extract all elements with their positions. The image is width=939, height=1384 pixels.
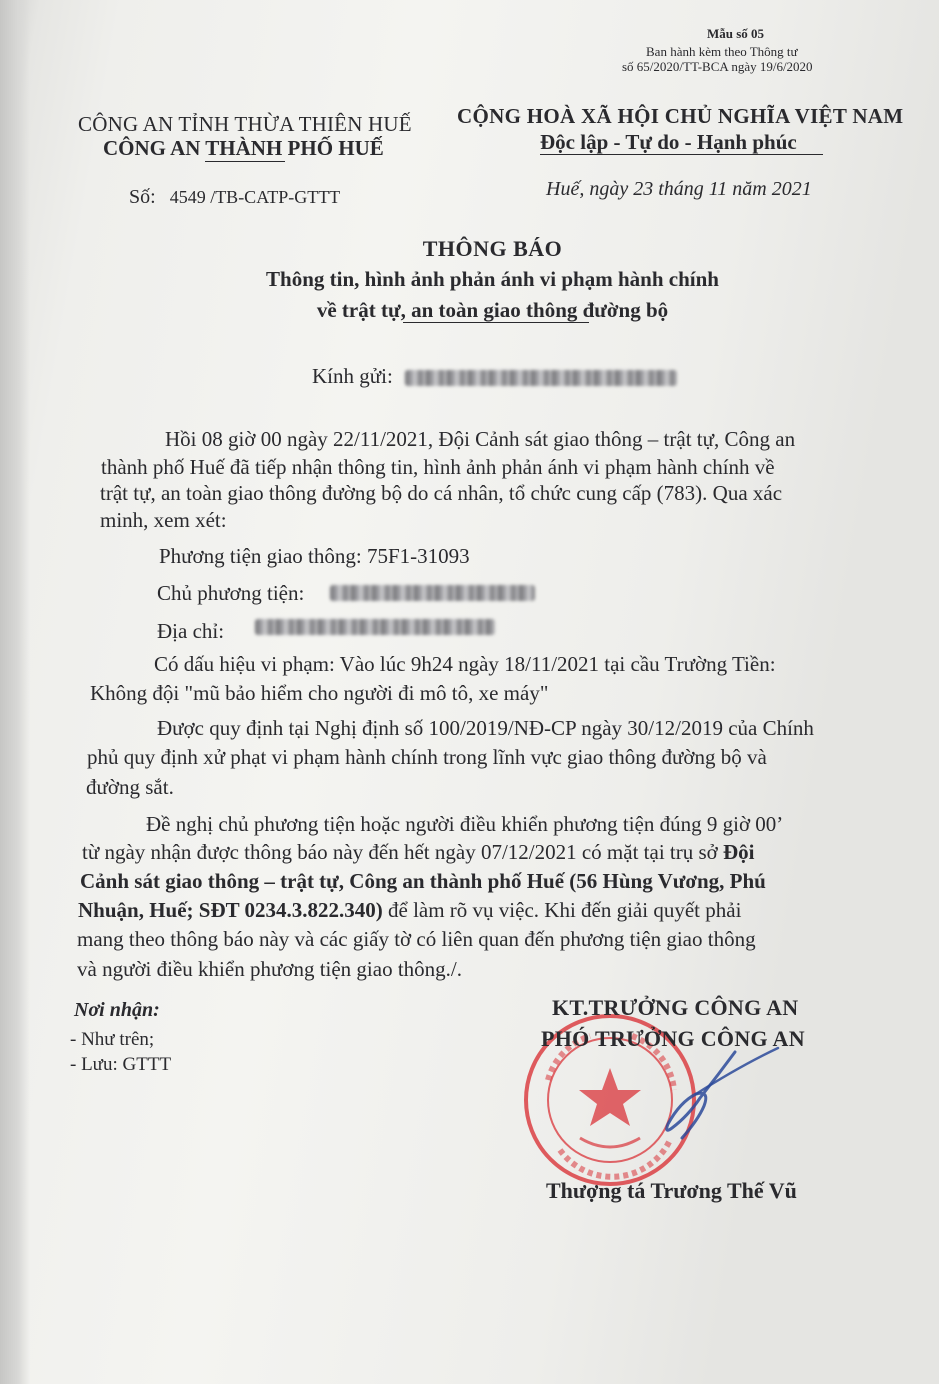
body-p2-line2: Không đội "mũ bảo hiểm cho người đi mô tô, xe máy" (90, 681, 549, 705)
body-p4-line2 (82, 840, 755, 865)
motto: Độc lập - Tự do - Hạnh phúc (540, 130, 797, 154)
body-p4-line4 (78, 898, 741, 923)
form-note-line1: Ban hành kèm theo Thông tư (646, 44, 798, 59)
body-p4-line4-bold: Nhuận, Huế; SĐT 0234.3.822.340) (78, 898, 383, 922)
agency-name: CÔNG AN THÀNH PHỐ HUẾ (103, 136, 384, 160)
redacted-owner (330, 585, 535, 601)
paper-shadow-edge (0, 0, 30, 1384)
document-title: THÔNG BÁO (422, 236, 563, 261)
document-number (129, 186, 340, 209)
body-p3-line3: đường sắt. (86, 775, 174, 799)
body-p2-line1: Có dấu hiệu vi phạm: Vào lúc 9h24 ngày 18/11/2021 tại cầu Trường Tiền: (154, 652, 776, 676)
recipient-label: Kính gửi: (312, 364, 393, 388)
body-p1-line1: Hồi 08 giờ 00 ngày 22/11/2021, Đội Cảnh sát giao thông – trật tự, Công an (165, 427, 796, 451)
recipients-title: Nơi nhận: (74, 999, 160, 1021)
signature-title-line2: PHÓ TRƯỞNG CÔNG AN (541, 1026, 805, 1051)
motto-underline (540, 154, 823, 155)
body-p4-line2-text: từ ngày nhận được thông báo này đến hết ngày 07/12/2021 có mặt tại trụ sở (82, 840, 724, 864)
nation-title: CỘNG HOÀ XÃ HỘI CHỦ NGHĨA VIỆT NAM (457, 104, 904, 128)
vehicle-plate: Phương tiện giao thông: 75F1-31093 (159, 544, 470, 568)
document-subtitle-line1: Thông tin, hình ảnh phản ánh vi phạm hành chính (266, 267, 719, 291)
form-note-line2: số 65/2020/TT-BCA ngày 19/6/2020 (622, 59, 813, 74)
body-p4-line6: và người điều khiển phương tiện giao thông./. (77, 957, 463, 981)
handwritten-signature (600, 1020, 790, 1160)
body-p4-line1: Đề nghị chủ phương tiện hoặc người điều khiển phương tiện đúng 9 giờ 00’ (146, 812, 784, 836)
body-p1-line4: minh, xem xét: (100, 508, 227, 532)
recipient-item-1: - Như trên; (70, 1029, 155, 1050)
body-p4-line4-text: để làm rõ vụ việc. Khi đến giải quyết phải (382, 898, 742, 922)
place-date: Huế, ngày 23 tháng 11 năm 2021 (546, 178, 812, 200)
redacted-recipient (405, 370, 677, 386)
body-p4-line3: Cảnh sát giao thông – trật tự, Công an thành phố Huế (56 Hùng Vương, Phú (80, 869, 766, 893)
body-p4-line5: mang theo thông báo này và các giấy tờ có liên quan đến phương tiện giao thông (77, 927, 756, 951)
number-value: 4549 /TB-CATP-GTTT (169, 187, 341, 207)
redacted-address (255, 619, 495, 635)
form-number: Mẫu số 05 (706, 26, 764, 41)
recipient-item-2: - Lưu: GTTT (70, 1054, 172, 1075)
number-label: Số: (129, 186, 156, 208)
document-subtitle-line2: về trật tự, an toàn giao thông đường bộ (316, 298, 669, 322)
body-p3-line1: Được quy định tại Nghị định số 100/2019/NĐ-CP ngày 30/12/2019 của Chính (157, 716, 814, 740)
address-label: Địa chỉ: (157, 619, 225, 643)
agency-underline (205, 161, 285, 162)
owner-label: Chủ phương tiện: (157, 581, 305, 605)
body-p1-line2: thành phố Huế đã tiếp nhận thông tin, hình ảnh phản ánh vi phạm hành chính về (101, 455, 775, 479)
signature-title-line1: KT.TRƯỞNG CÔNG AN (552, 995, 799, 1020)
body-p4-line2-bold: Đội (723, 840, 755, 864)
body-p3-line2: phủ quy định xử phạt vi phạm hành chính trong lĩnh vực giao thông đường bộ và (87, 745, 767, 769)
body-p1-line3: trật tự, an toàn giao thông đường bộ do cá nhân, tổ chức cung cấp (783). Qua xác (100, 481, 783, 505)
agency-parent: CÔNG AN TỈNH THỪA THIÊN HUẾ (78, 112, 412, 136)
subtitle-underline (403, 322, 589, 323)
signer-name: Thượng tá Trương Thế Vũ (546, 1178, 797, 1203)
